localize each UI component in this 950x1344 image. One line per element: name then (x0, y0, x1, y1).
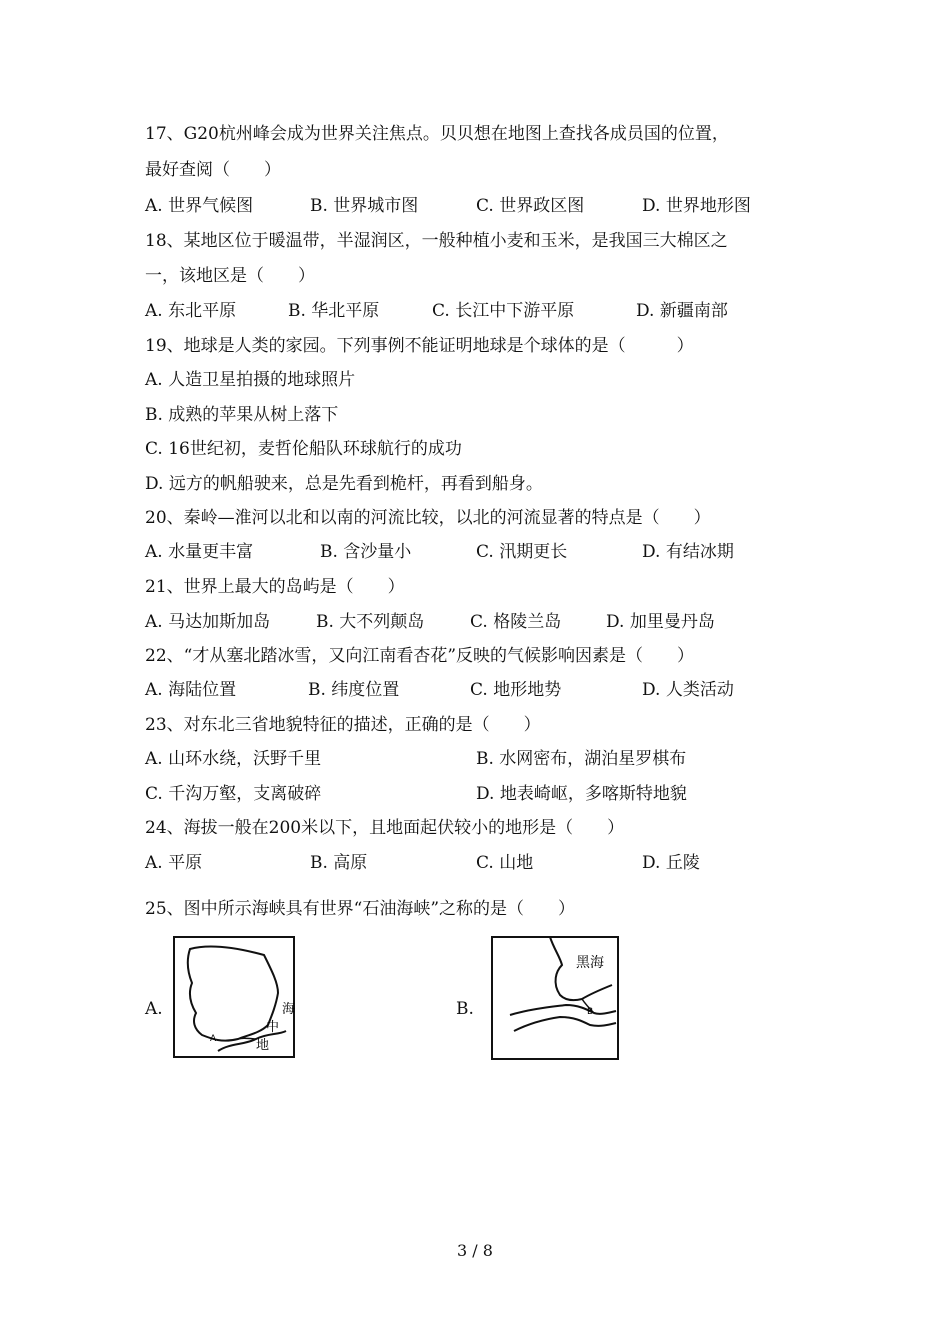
question-18-option-b: B. 华北平原 (288, 301, 380, 321)
question-25-map-a (172, 935, 296, 1059)
question-25-option-b-label: B. (456, 999, 474, 1019)
question-20-option-c: C. 汛期更长 (476, 542, 568, 562)
question-22-option-c: C. 地形地势 (470, 680, 562, 700)
question-20-stem: 20、秦岭—淮河以北和以南的河流比较，以北的河流显著的特点是（ ） (145, 508, 711, 528)
question-17-stem-line2: 最好查阅（ ） (145, 160, 281, 180)
question-24-stem: 24、海拔一般在200米以下，且地面起伏较小的地形是（ ） (145, 818, 625, 838)
question-17-option-c: C. 世界政区图 (476, 196, 585, 216)
question-20-option-d: D. 有结冰期 (642, 542, 734, 562)
question-22-option-b: B. 纬度位置 (308, 680, 400, 700)
map-b-point-label: B (587, 1007, 594, 1017)
question-19-option-c: C. 16世纪初，麦哲伦船队环球航行的成功 (145, 439, 462, 459)
question-24-option-a: A. 平原 (145, 853, 203, 873)
map-a-sea-char-3: 地 (256, 1038, 270, 1053)
question-24-option-d: D. 丘陵 (642, 853, 700, 873)
question-23-option-a: A. 山环水绕，沃野千里 (145, 749, 322, 769)
map-a-sea-char-2: 中 (266, 1020, 280, 1035)
question-18-option-a: A. 东北平原 (145, 301, 237, 321)
question-19-option-b: B. 成熟的苹果从树上落下 (145, 405, 339, 425)
map-a-point-label: A (210, 1034, 217, 1044)
question-17-option-a: A. 世界气候图 (145, 196, 254, 216)
question-21-option-a: A. 马达加斯加岛 (145, 612, 271, 632)
question-21-option-b: B. 大不列颠岛 (316, 612, 425, 632)
question-23-option-d: D. 地表崎岖，多喀斯特地貌 (476, 784, 687, 804)
question-24-option-b: B. 高原 (310, 853, 368, 873)
question-21-option-d: D. 加里曼丹岛 (606, 612, 715, 632)
question-25-map-b (490, 935, 620, 1061)
question-22-option-a: A. 海陆位置 (145, 680, 237, 700)
question-20-option-b: B. 含沙量小 (320, 542, 412, 562)
question-21-stem: 21、世界上最大的岛屿是（ ） (145, 577, 405, 597)
question-17-option-d: D. 世界地形图 (642, 196, 751, 216)
question-19-option-d: D. 远方的帆船驶来，总是先看到桅杆，再看到船身。 (145, 474, 543, 494)
map-b-sea-name: 黑海 (576, 955, 604, 971)
question-19-option-a: A. 人造卫星拍摄的地球照片 (145, 370, 356, 390)
question-18-option-d: D. 新疆南部 (636, 301, 728, 321)
question-22-option-d: D. 人类活动 (642, 680, 734, 700)
question-23-option-c: C. 千沟万壑，支离破碎 (145, 784, 322, 804)
question-17-stem-line1: 17、G20杭州峰会成为世界关注焦点。贝贝想在地图上查找各成员国的位置， (145, 124, 729, 144)
question-18-stem-line1: 18、某地区位于暖温带，半湿润区，一般种植小麦和玉米，是我国三大棉区之 (145, 231, 728, 251)
question-19-stem: 19、地球是人类的家园。下列事例不能证明地球是个球体的是（ ） (145, 336, 694, 356)
map-a-sea-char-1: 海 (282, 1002, 296, 1017)
question-24-option-c: C. 山地 (476, 853, 534, 873)
question-22-stem: 22、“才从塞北踏冰雪，又向江南看杏花”反映的气候影响因素是（ ） (145, 646, 695, 666)
page-number: 3 / 8 (457, 1241, 493, 1260)
question-21-option-c: C. 格陵兰岛 (470, 612, 562, 632)
question-25-option-a-label: A. (145, 999, 163, 1019)
question-23-stem: 23、对东北三省地貌特征的描述，正确的是（ ） (145, 715, 541, 735)
question-18-option-c: C. 长江中下游平原 (432, 301, 575, 321)
question-18-stem-line2: 一，该地区是（ ） (145, 266, 315, 286)
question-20-option-a: A. 水量更丰富 (145, 542, 254, 562)
question-23-option-b: B. 水网密布，湖泊星罗棋布 (476, 749, 687, 769)
question-25-stem: 25、图中所示海峡具有世界“石油海峡”之称的是（ ） (145, 899, 576, 919)
question-17-option-b: B. 世界城市图 (310, 196, 419, 216)
map-a-strait (238, 1038, 256, 1039)
